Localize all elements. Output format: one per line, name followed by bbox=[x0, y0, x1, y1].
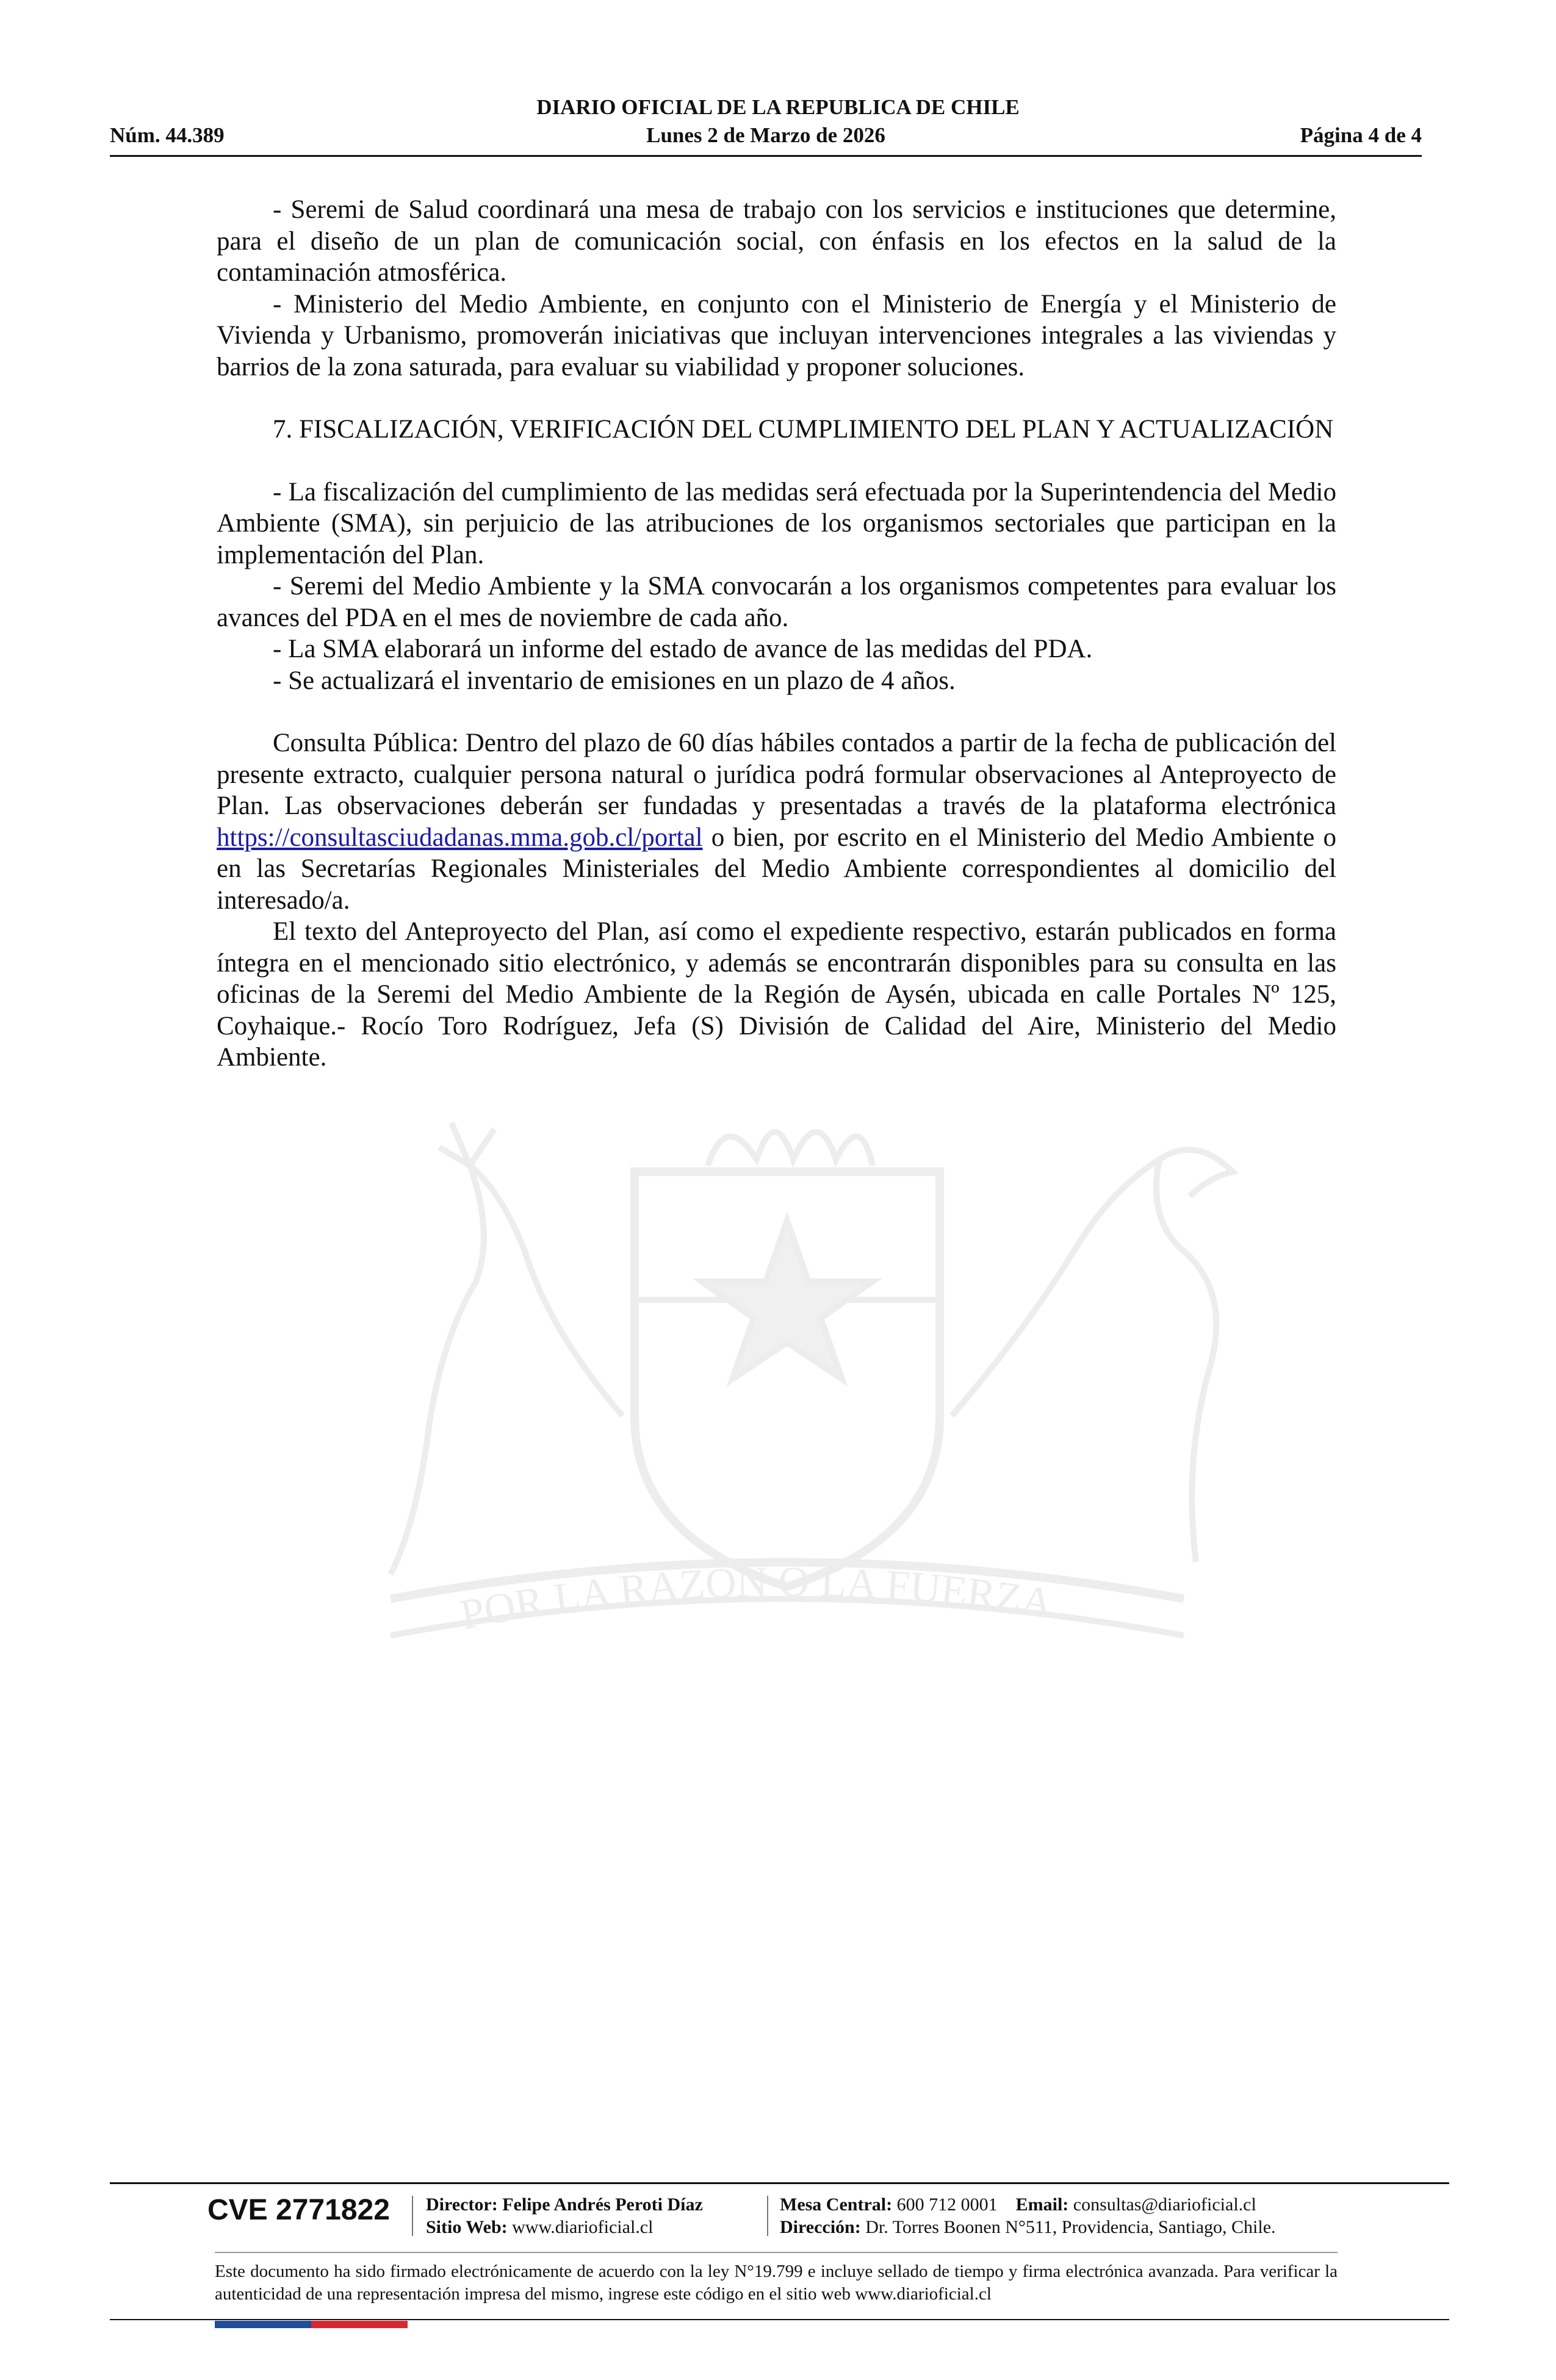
web-label: Sitio Web: bbox=[426, 2217, 508, 2237]
header-row bbox=[110, 123, 1422, 151]
mesa-value: 600 712 0001 bbox=[896, 2194, 998, 2215]
footer-director-block bbox=[426, 2193, 703, 2238]
flag-color-bar bbox=[215, 2321, 408, 2328]
direccion-value: Dr. Torres Boonen N°511, Providencia, Santiago, Chile. bbox=[865, 2217, 1276, 2237]
consultas-portal-link[interactable]: https://consultasciudadanas.mma.gob.cl/portal bbox=[217, 823, 703, 852]
director-name: Felipe Andrés Peroti Díaz bbox=[502, 2194, 703, 2215]
footer-contact-block bbox=[780, 2193, 1276, 2238]
section-heading: 7. FISCALIZACIÓN, VERIFICACIÓN DEL CUMPLIMIENTO DEL PLAN Y ACTUALIZACIÓN bbox=[273, 415, 1334, 444]
mesa-label: Mesa Central: bbox=[780, 2194, 893, 2215]
header-divider bbox=[110, 155, 1422, 157]
footer-divider-mid bbox=[215, 2252, 1338, 2253]
footer-separator bbox=[412, 2196, 413, 2236]
consulta-text-before: Consulta Pública: Dentro del plazo de 60 días hábiles contados a partir de la fecha de publicación del presente extracto, cualquier persona natural o jurídica podrá formular observaciones al Anteproyecto de Plan. Las observaciones deberán ser fundadas y presentadas a través de la plataforma electrónica bbox=[217, 729, 1336, 820]
cve-code: CVE 2771822 bbox=[207, 2194, 390, 2226]
email-label: Email: bbox=[1015, 2194, 1069, 2215]
footer-legal-notice: Este documento ha sido firmado electrónicamente de acuerdo con la ley N°19.799 e incluye sellado de tiempo y firma electrónica avanzada. Para verificar la autenticidad de una representación impresa del mismo, ingrese este código en el sitio web www.diarioficial.cl bbox=[215, 2262, 1338, 2304]
coat-of-arms-motto: POR LA RAZÓN O LA FUERZA bbox=[456, 1558, 1056, 1639]
footer-divider-top bbox=[110, 2182, 1449, 2184]
paragraph-ministerio-medio-ambiente: - Ministerio del Medio Ambiente, en conjunto con el Ministerio de Energía y el Ministerio de Vivienda y Urbanismo, promoverán iniciativas que incluyan intervenciones integrales a las viviendas y barrios de la zona saturada, para evaluar su viabilidad y proponer soluciones. bbox=[217, 289, 1336, 381]
footer-divider-bottom bbox=[110, 2319, 1449, 2320]
flag-red-segment bbox=[311, 2321, 408, 2328]
paragraph-fiscalizacion: - La fiscalización del cumplimiento de las medidas será efectuada por la Superintendencia del Medio Ambiente (SMA), sin perjuicio de las atribuciones de los organismos sectoriales que participan en la implementación del Plan. bbox=[217, 477, 1336, 569]
paragraph-consulta-publica bbox=[217, 727, 1336, 916]
publication-title: DIARIO OFICIAL DE LA REPUBLICA DE CHILE bbox=[536, 95, 1020, 119]
issue-number: Núm. 44.389 bbox=[110, 123, 225, 147]
direccion-label: Dirección: bbox=[780, 2217, 861, 2237]
coat-of-arms-watermark-icon bbox=[207, 1098, 1367, 1678]
paragraph-anteproyecto: El texto del Anteproyecto del Plan, así como el expediente respectivo, estarán publicados en forma íntegra en el mencionado sitio electrónico, y además se encontrarán disponibles para su consulta en las oficinas de la Seremi del Medio Ambiente de la Región de Aysén, ubicada en calle Portales Nº 125, Coyhaique.- Rocío Toro Rodríguez, Jefa (S) División de Calidad del Aire, Ministerio del Medio Ambiente. bbox=[217, 917, 1336, 1072]
paragraph-informe: - La SMA elaborará un informe del estado de avance de las medidas del PDA. bbox=[273, 635, 1093, 663]
consulta-text-after: o bien, por escrito en el Ministerio del Medio Ambiente o en las Secretarías Regionales Ministeriales del Medio Ambiente correspondientes al domicilio del interesado/a. bbox=[217, 823, 1336, 915]
director-label: Director: bbox=[426, 2194, 498, 2215]
paragraph-inventario: - Se actualizará el inventario de emisiones en un plazo de 4 años. bbox=[273, 666, 956, 695]
footer-separator bbox=[767, 2196, 768, 2236]
page-indicator: Página 4 de 4 bbox=[1300, 123, 1422, 147]
paragraph-convocatoria: - Seremi del Medio Ambiente y la SMA convocarán a los organismos competentes para evaluar los avances del PDA en el mes de noviembre de cada año. bbox=[217, 572, 1336, 632]
article-body bbox=[217, 194, 1336, 1073]
issue-date: Lunes 2 de Marzo de 2026 bbox=[646, 123, 885, 147]
email-value[interactable]: consultas@diarioficial.cl bbox=[1073, 2194, 1256, 2215]
web-value[interactable]: www.diarioficial.cl bbox=[512, 2217, 654, 2237]
paragraph-seremi-salud: - Seremi de Salud coordinará una mesa de trabajo con los servicios e instituciones que determine, para el diseño de un plan de comunicación social, con énfasis en los efectos en la salud de la contaminación atmosférica. bbox=[217, 195, 1336, 287]
flag-blue-segment bbox=[215, 2321, 311, 2328]
